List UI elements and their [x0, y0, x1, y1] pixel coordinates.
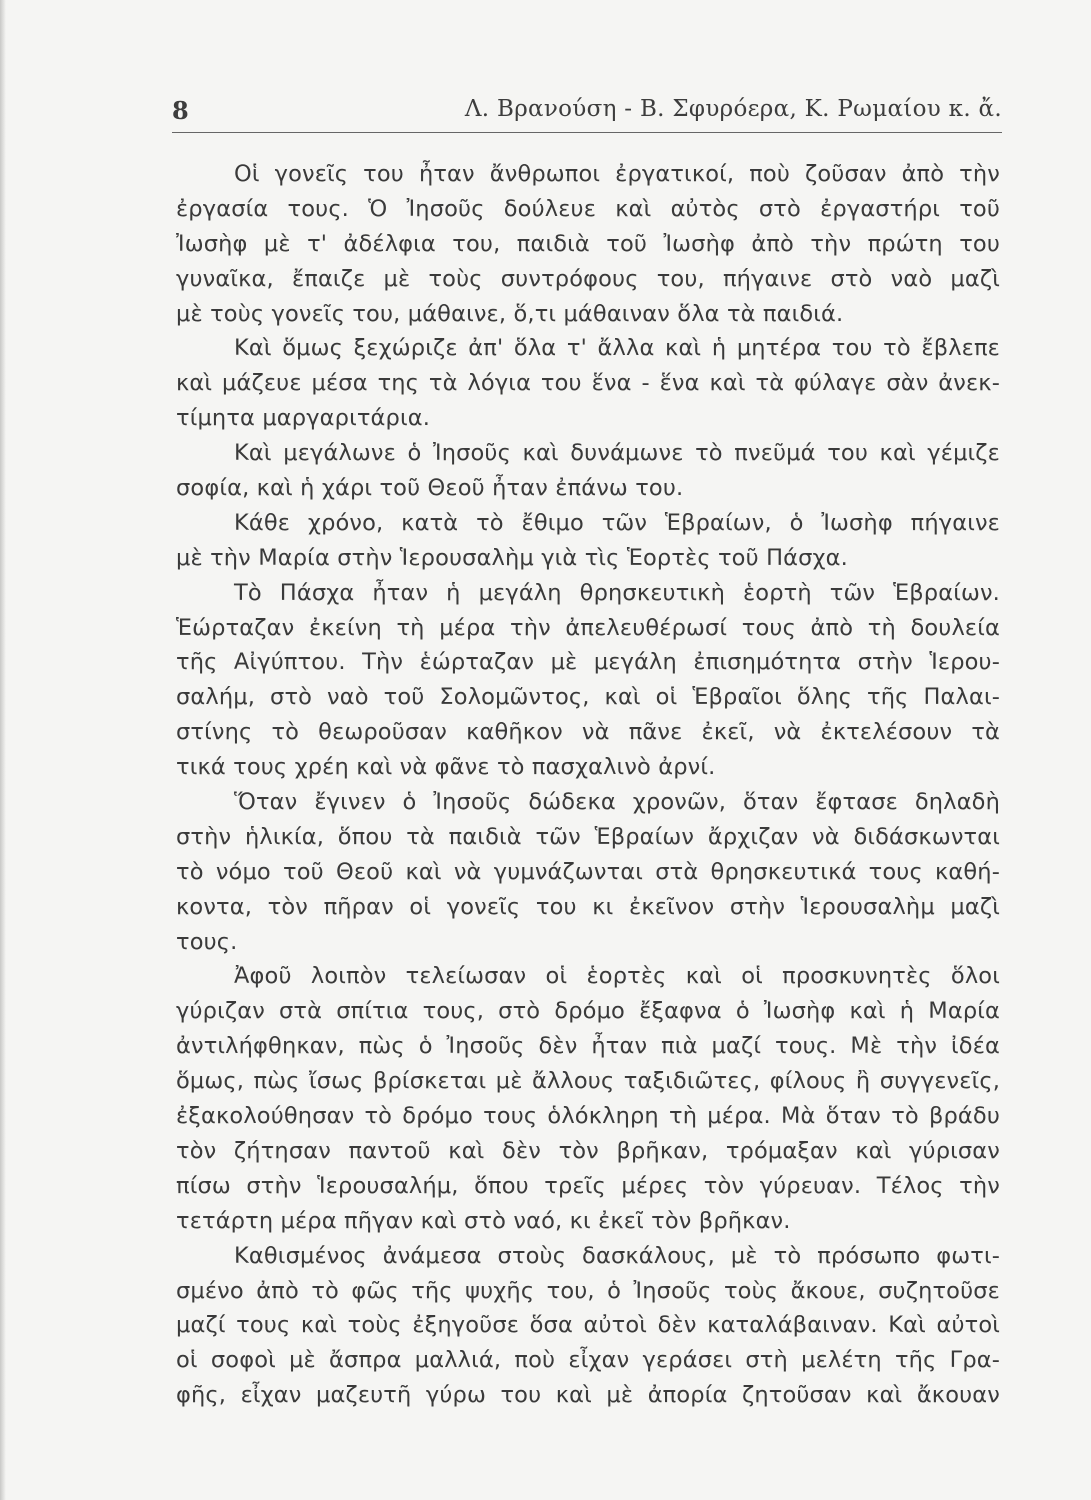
text-line: ἀντιλήφθηκαν, πὼς ὁ Ἰησοῦς δὲν ἦταν πιὰ μαζί τους. Μὲ τὴν ἰδέα — [176, 1033, 1000, 1060]
text-line: Καθισμένος ἀνάμεσα στοὺς δασκάλους, μὲ τὸ πρόσωπο φωτι- — [234, 1242, 1000, 1269]
text-line: Ἑώρταζαν ἐκείνη τὴ μέρα τὴν ἀπελευθέρωσί τους ἀπὸ τὴ δουλεία — [176, 614, 1000, 641]
text-line: Ὅταν ἔγινεν ὁ Ἰησοῦς δώδεκα χρονῶν, ὅταν ἔφτασε δηλαδὴ — [234, 789, 1000, 816]
text-line: μαζί τους καὶ τοὺς ἐξηγοῦσε ὅσα αὐτοὶ δὲν καταλάβαιναν. Καὶ αὐτοὶ — [176, 1312, 1000, 1339]
text-line: τῆς Αἰγύπτου. Τὴν ἑώρταζαν μὲ μεγάλη ἐπισημότητα στὴν Ἱερου- — [176, 649, 1000, 676]
text-line: γύριζαν στὰ σπίτια τους, στὸ δρόμο ἔξαφνα ὁ Ἰωσὴφ καὶ ἡ Μαρία — [176, 998, 1000, 1025]
text-line: οἱ σοφοὶ μὲ ἄσπρα μαλλιά, ποὺ εἶχαν γεράσει στὴ μελέτη τῆς Γρα- — [176, 1347, 1000, 1374]
text-line: γυναῖκα, ἔπαιζε μὲ τοὺς συντρόφους του, πήγαινε στὸ ναὸ μαζὶ — [176, 265, 1000, 292]
header-authors: Λ. Βρανούση - Β. Σφυρόερα, Κ. Ρωμαίου κ. ἄ. — [464, 96, 1002, 122]
text-line: Καὶ ὅμως ξεχώριζε ἀπ' ὅλα τ' ἄλλα καὶ ἡ μητέρα του τὸ ἔβλεπε — [234, 335, 1000, 362]
header-rule — [172, 132, 1002, 133]
text-line: στὴν ἡλικία, ὅπου τὰ παιδιὰ τῶν Ἑβραίων ἄρχιζαν νὰ διδάσκωνται — [176, 823, 1000, 850]
text-line: ἐξακολούθησαν τὸ δρόμο τους ὁλόκληρη τὴ μέρα. Μὰ ὅταν τὸ βράδυ — [176, 1103, 1000, 1130]
text-line: Ἰωσὴφ μὲ τ' ἀδέλφια του, παιδιὰ τοῦ Ἰωσὴφ ἀπὸ τὴν πρώτη του — [176, 230, 1000, 257]
text-line: τὸ νόμο τοῦ Θεοῦ καὶ νὰ γυμνάζωνται στὰ θρησκευτικά τους καθή- — [176, 858, 1000, 885]
text-line: κοντα, τὸν πῆραν οἱ γονεῖς του κι ἐκεῖνον στὴν Ἱερουσαλὴμ μαζὶ — [176, 893, 1000, 920]
text-line: μὲ τὴν Μαρία στὴν Ἱερουσαλὴμ γιὰ τὶς Ἑορτὲς τοῦ Πάσχα. — [176, 544, 848, 571]
text-line: Τὸ Πάσχα ἦταν ἡ μεγάλη θρησκευτικὴ ἑορτὴ τῶν Ἑβραίων. — [234, 579, 1000, 606]
text-line: Καὶ μεγάλωνε ὁ Ἰησοῦς καὶ δυνάμωνε τὸ πνεῦμά του καὶ γέμιζε — [234, 440, 1000, 467]
text-line: Ἀφοῦ λοιπὸν τελείωσαν οἱ ἑορτὲς καὶ οἱ προσκυνητὲς ὅλοι — [234, 963, 1000, 990]
text-line: φῆς, εἶχαν μαζευτῆ γύρω του καὶ μὲ ἀπορία ζητοῦσαν καὶ ἄκουαν — [176, 1382, 1000, 1409]
text-line: τους. — [176, 928, 238, 955]
text-line: στίνης τὸ θεωροῦσαν καθῆκον νὰ πᾶνε ἐκεῖ, νὰ ἐκτελέσουν τὰ — [176, 719, 1000, 746]
text-line: Οἱ γονεῖς του ἦταν ἄνθρωποι ἐργατικοί, ποὺ ζοῦσαν ἀπὸ τὴν — [234, 161, 1000, 187]
text-line: τετάρτη μέρα πῆγαν καὶ στὸ ναό, κι ἐκεῖ τὸν βρῆκαν. — [176, 1207, 791, 1234]
text-line: σοφία, καὶ ἡ χάρι τοῦ Θεοῦ ἦταν ἐπάνω του. — [176, 475, 684, 502]
page-number: 8 — [172, 96, 189, 125]
text-line: πίσω στὴν Ἱερουσαλήμ, ὅπου τρεῖς μέρες τὸν γύρευαν. Τέλος τὴν — [176, 1172, 1000, 1199]
text-line: μὲ τοὺς γονεῖς του, μάθαινε, ὅ,τι μάθαιναν ὅλα τὰ παιδιά. — [176, 300, 844, 327]
text-line: τίμητα μαργαριτάρια. — [176, 405, 430, 432]
text-line: ἐργασία τους. Ὁ Ἰησοῦς δούλευε καὶ αὐτὸς στὸ ἐργαστήρι τοῦ — [176, 195, 1000, 222]
page-edge-shadow — [0, 0, 6, 1500]
text-line: ὅμως, πὼς ἴσως βρίσκεται μὲ ἄλλους ταξιδιῶτες, φίλους ἢ συγγενεῖς, — [176, 1068, 1000, 1095]
text-line: καὶ μάζευε μέσα της τὰ λόγια του ἕνα - ἕνα καὶ τὰ φύλαγε σὰν ἀνεκ- — [176, 370, 1000, 397]
body-text — [176, 157, 1000, 1413]
text-line: Κάθε χρόνο, κατὰ τὸ ἔθιμο τῶν Ἑβραίων, ὁ Ἰωσὴφ πήγαινε — [234, 509, 1000, 536]
text-line: σαλήμ, στὸ ναὸ τοῦ Σολομῶντος, καὶ οἱ Ἑβραῖοι ὅλης τῆς Παλαι- — [176, 684, 1000, 711]
text-line: τικά τους χρέη καὶ νὰ φᾶνε τὸ πασχαλινὸ ἀρνί. — [176, 754, 716, 781]
running-head — [172, 92, 1002, 132]
text-line: τὸν ζήτησαν παντοῦ καὶ δὲν τὸν βρῆκαν, τρόμαξαν καὶ γύρισαν — [176, 1137, 1000, 1164]
text-line: σμένο ἀπὸ τὸ φῶς τῆς ψυχῆς του, ὁ Ἰησοῦς τοὺς ἄκουε, συζητοῦσε — [176, 1277, 1000, 1304]
